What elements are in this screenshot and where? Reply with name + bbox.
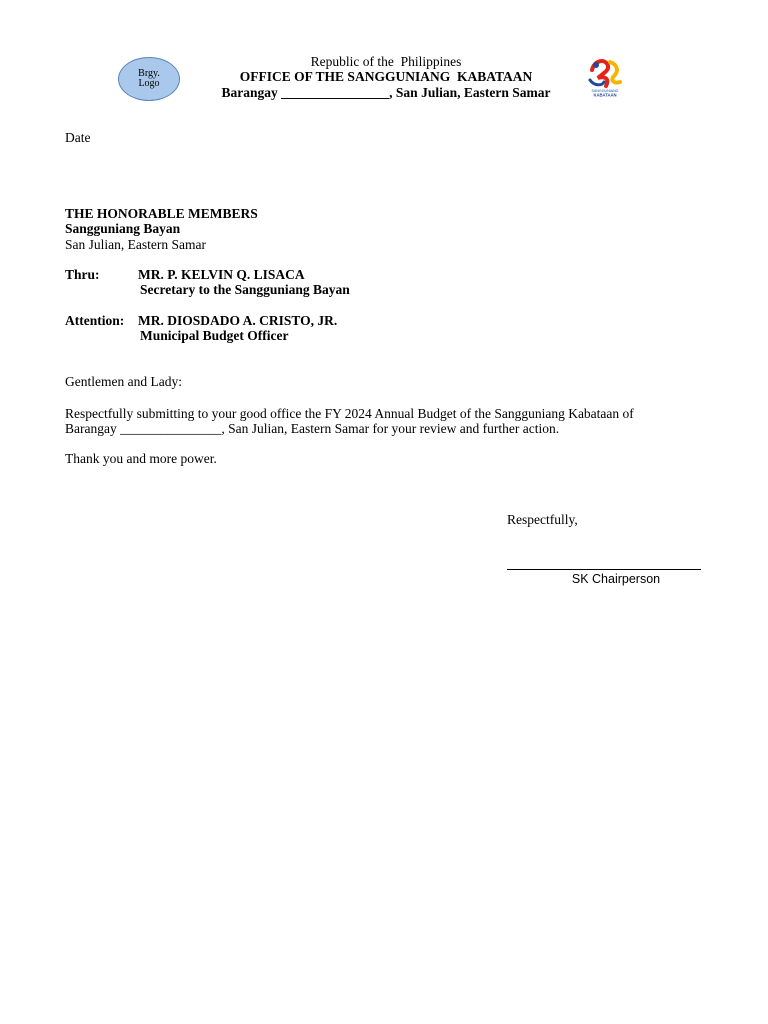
barangay-logo-placeholder [118, 57, 180, 101]
body-line2: Barangay _______________, San Julian, Eastern Samar for your review and further action. [65, 421, 560, 436]
signatory-title: SK Chairperson [571, 572, 661, 586]
office-title: OFFICE OF THE SANGGUNIANG KABATAAN [239, 69, 533, 84]
sk-logo-text-line1: SANGGUNIANG [591, 89, 619, 93]
thru-title: Secretary to the Sangguniang Bayan [140, 282, 350, 297]
addressee-line2: Sangguniang Bayan [65, 221, 181, 236]
thru-name: MR. P. KELVIN Q. LISACA [138, 267, 305, 282]
sk-logo-blue-stroke [590, 80, 604, 85]
sk-logo-text-line2: KABATAAN [593, 92, 617, 98]
sk-logo-blue-dot [593, 62, 599, 68]
republic-line: Republic of the Philippines [310, 54, 462, 69]
sangguniang-kabataan-logo [584, 56, 626, 98]
barangay-line: Barangay ________________, San Julian, Eastern Samar [221, 85, 551, 100]
salutation: Gentlemen and Lady: [65, 374, 182, 389]
thru-label: Thru: [65, 267, 100, 282]
addressee-line1: THE HONORABLE MEMBERS [65, 206, 258, 221]
attention-name: MR. DIOSDADO A. CRISTO, JR. [138, 313, 338, 328]
body-line1: Respectfully submitting to your good office the FY 2024 Annual Budget of the Sangguniang Kabataan of [65, 406, 634, 421]
signature-line [507, 569, 701, 570]
date-label: Date [65, 130, 91, 145]
attention-label: Attention: [65, 313, 125, 328]
attention-title: Municipal Budget Officer [140, 328, 289, 343]
sk-logo-yellow-stroke [610, 62, 620, 83]
complimentary-close: Respectfully, [507, 512, 578, 527]
closing-remark: Thank you and more power. [65, 451, 217, 466]
logo-placeholder-line1: Brgy. [138, 68, 160, 79]
addressee-line3: San Julian, Eastern Samar [65, 237, 206, 252]
logo-placeholder-line2: Logo [138, 78, 160, 89]
